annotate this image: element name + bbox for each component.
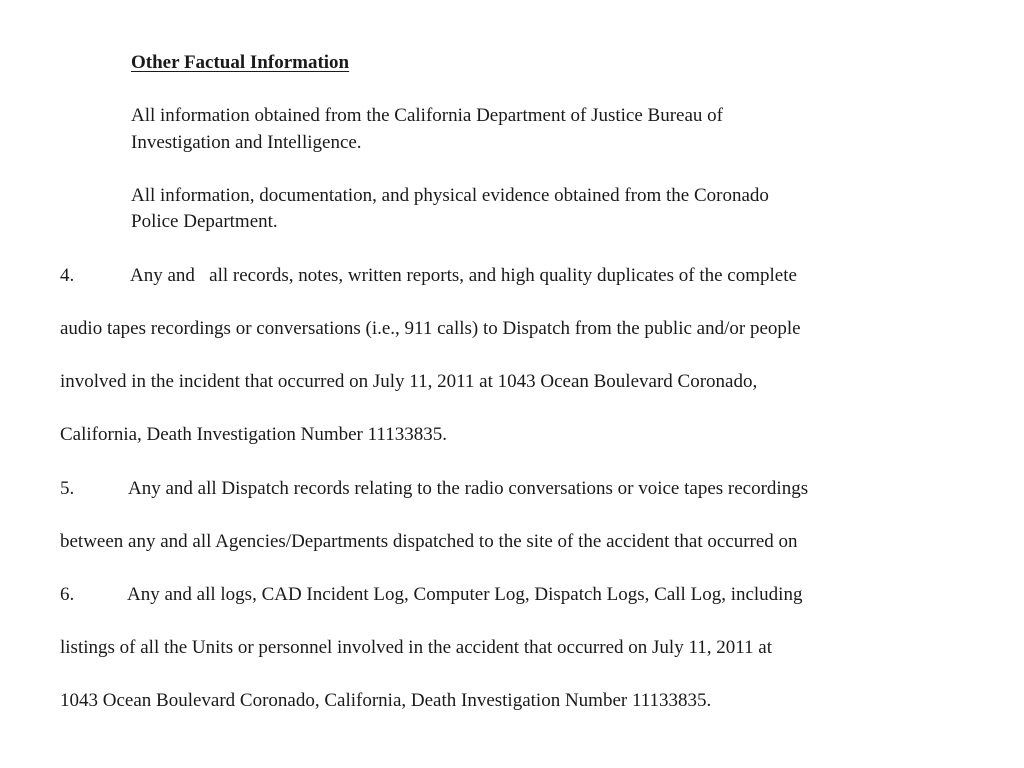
item-line: Any and all Dispatch records relating to the radio conversations or voice tapes recordings [128,478,809,499]
item-line: listings of all the Units or personnel involved in the accident that occurred on July 11, 2011 at [60,637,772,658]
item-line: audio tapes recordings or conversations (i.e., 911 calls) to Dispatch from the public and/or people [60,318,801,339]
item-line: 1043 Ocean Boulevard Coronado, California, Death Investigation Number 11133835. [60,690,712,711]
paragraph-line: Police Department. [131,211,278,232]
paragraph-line: All information obtained from the California Department of Justice Bureau of [131,105,723,126]
paragraph-line: All information, documentation, and physical evidence obtained from the Coronado [131,185,769,206]
item-number: 6. [60,584,75,605]
item-number: 5. [60,478,75,499]
paragraph-line: Investigation and Intelligence. [131,132,362,153]
item-line: Any and all records, notes, written reports, and high quality duplicates of the complete [130,265,797,286]
item-line: California, Death Investigation Number 11133835. [60,424,447,445]
item-number: 4. [60,265,75,286]
item-line: involved in the incident that occurred on July 11, 2011 at 1043 Ocean Boulevard Coronado, [60,371,758,392]
section-heading: Other Factual Information [131,52,350,73]
item-line: between any and all Agencies/Departments dispatched to the site of the accident that occurred on [60,531,798,552]
item-line: Any and all logs, CAD Incident Log, Computer Log, Dispatch Logs, Call Log, including [127,584,803,605]
